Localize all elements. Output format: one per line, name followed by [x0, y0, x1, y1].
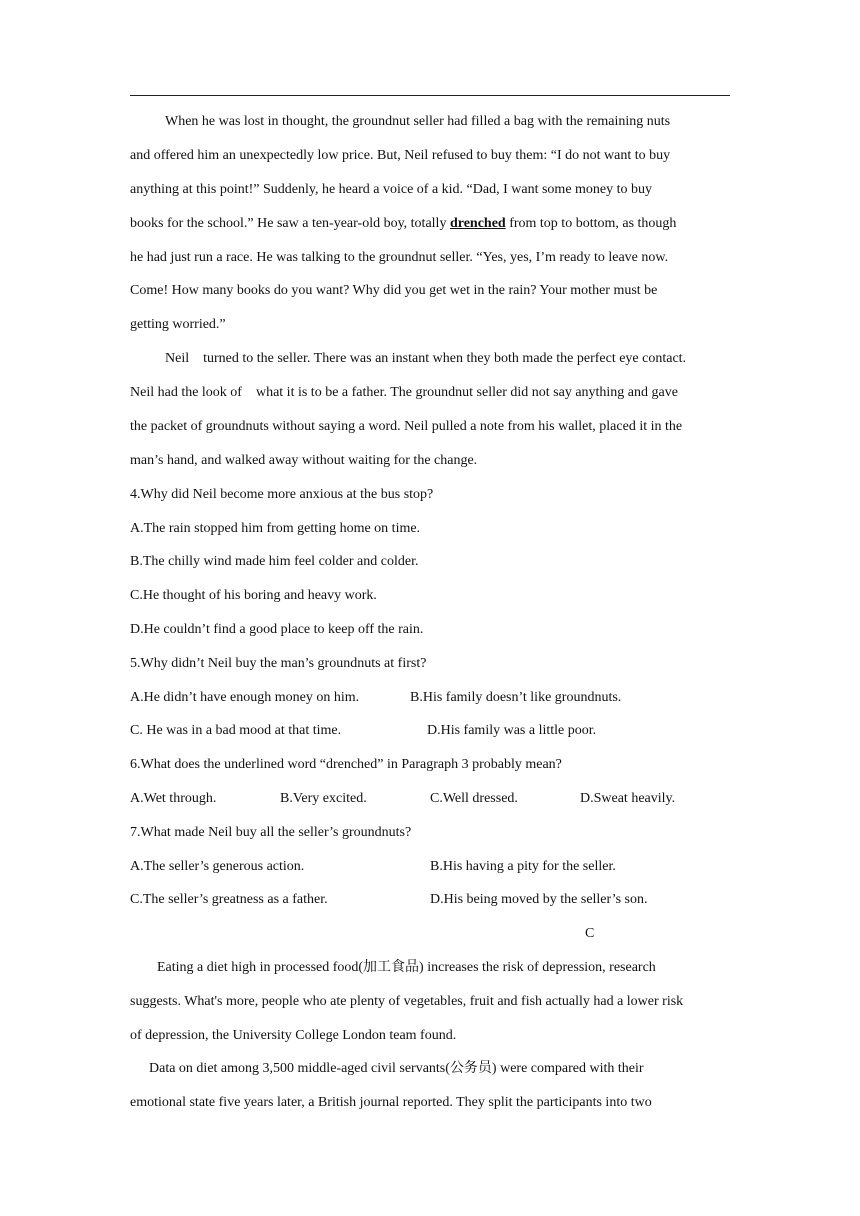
passage-c-p2-line1: Data on diet among 3,500 middle-aged civil servants(公务员) were compared with their	[149, 1061, 644, 1076]
passage-b-p2-line2: Neil had the look of what it is to be a father. The groundnut seller did not say anything and gave	[130, 385, 678, 400]
question-7-row-2	[130, 891, 740, 909]
question-6-options-row	[130, 790, 740, 808]
question-7-option-b: B.His having a pity for the seller.	[430, 859, 616, 874]
question-6-option-a: A.Wet through.	[130, 791, 217, 806]
passage-c-heading: C	[585, 926, 595, 941]
line4-text-before: books for the school.” He saw a ten-year-old boy, totally	[130, 216, 450, 231]
passage-b-p1-line4	[130, 215, 740, 233]
question-5-option-b: B.His family doesn’t like groundnuts.	[410, 690, 622, 705]
passage-c-p1-line2: suggests. What's more, people who ate plenty of vegetables, fruit and fish actually had a lower risk	[130, 994, 684, 1009]
passage-b-p2-line1: Neil turned to the seller. There was an instant when they both made the perfect eye contact.	[165, 351, 687, 366]
question-4-option-a: A.The rain stopped him from getting home on time.	[130, 521, 421, 536]
underlined-word-drenched: drenched	[449, 216, 506, 231]
question-7-stem: 7.What made Neil buy all the seller’s groundnuts?	[130, 825, 412, 840]
question-6-option-c: C.Well dressed.	[430, 791, 518, 806]
passage-b-p1-line7: getting worried.”	[130, 317, 226, 332]
question-7-row-1	[130, 858, 740, 876]
question-4-option-c: C.He thought of his boring and heavy work.	[130, 588, 377, 603]
passage-b-p1-line2: and offered him an unexpectedly low price. But, Neil refused to buy them: “I do not want to buy	[130, 148, 671, 163]
question-4-option-d: D.He couldn’t find a good place to keep off the rain.	[130, 622, 424, 637]
passage-b-p2-line3: the packet of groundnuts without saying a word. Neil pulled a note from his wallet, placed it in the	[130, 419, 683, 434]
question-5-option-a: A.He didn’t have enough money on him.	[130, 690, 360, 705]
question-5-option-c: C. He was in a bad mood at that time.	[130, 723, 342, 738]
question-7-option-d: D.His being moved by the seller’s son.	[430, 892, 648, 907]
passage-b-p1-line3: anything at this point!” Suddenly, he heard a voice of a kid. “Dad, I want some money to buy	[130, 182, 653, 197]
question-5-row-2	[130, 722, 740, 740]
line4-text-after: from top to bottom, as though	[505, 216, 677, 231]
question-5-option-d: D.His family was a little poor.	[427, 723, 597, 738]
passage-b-p1-line1: When he was lost in thought, the groundnut seller had filled a bag with the remaining nuts	[165, 114, 671, 129]
passage-b-p1-line5: he had just run a race. He was talking to the groundnut seller. “Yes, yes, I’m ready to leave now.	[130, 250, 669, 265]
question-6-stem: 6.What does the underlined word “drenched” in Paragraph 3 probably mean?	[130, 757, 562, 772]
passage-b-p1-line6: Come! How many books do you want? Why did you get wet in the rain? Your mother must be	[130, 283, 658, 298]
passage-c-p1-line1: Eating a diet high in processed food(加工食品) increases the risk of depression, research	[157, 960, 656, 975]
question-6-option-d: D.Sweat heavily.	[580, 791, 676, 806]
question-4-option-b: B.The chilly wind made him feel colder and colder.	[130, 554, 419, 569]
passage-c-p1-line3: of depression, the University College London team found.	[130, 1028, 457, 1043]
question-7-option-a: A.The seller’s generous action.	[130, 859, 305, 874]
question-5-stem: 5.Why didn’t Neil buy the man’s groundnuts at first?	[130, 656, 427, 671]
question-5-row-1	[130, 689, 740, 707]
question-6-option-b: B.Very excited.	[280, 791, 367, 806]
question-4-stem: 4.Why did Neil become more anxious at the bus stop?	[130, 487, 434, 502]
passage-b-p2-line4: man’s hand, and walked away without waiting for the change.	[130, 453, 478, 468]
passage-c-p2-line2: emotional state five years later, a British journal reported. They split the participants into two	[130, 1095, 652, 1110]
question-7-option-c: C.The seller’s greatness as a father.	[130, 892, 328, 907]
header-rule	[130, 95, 730, 96]
